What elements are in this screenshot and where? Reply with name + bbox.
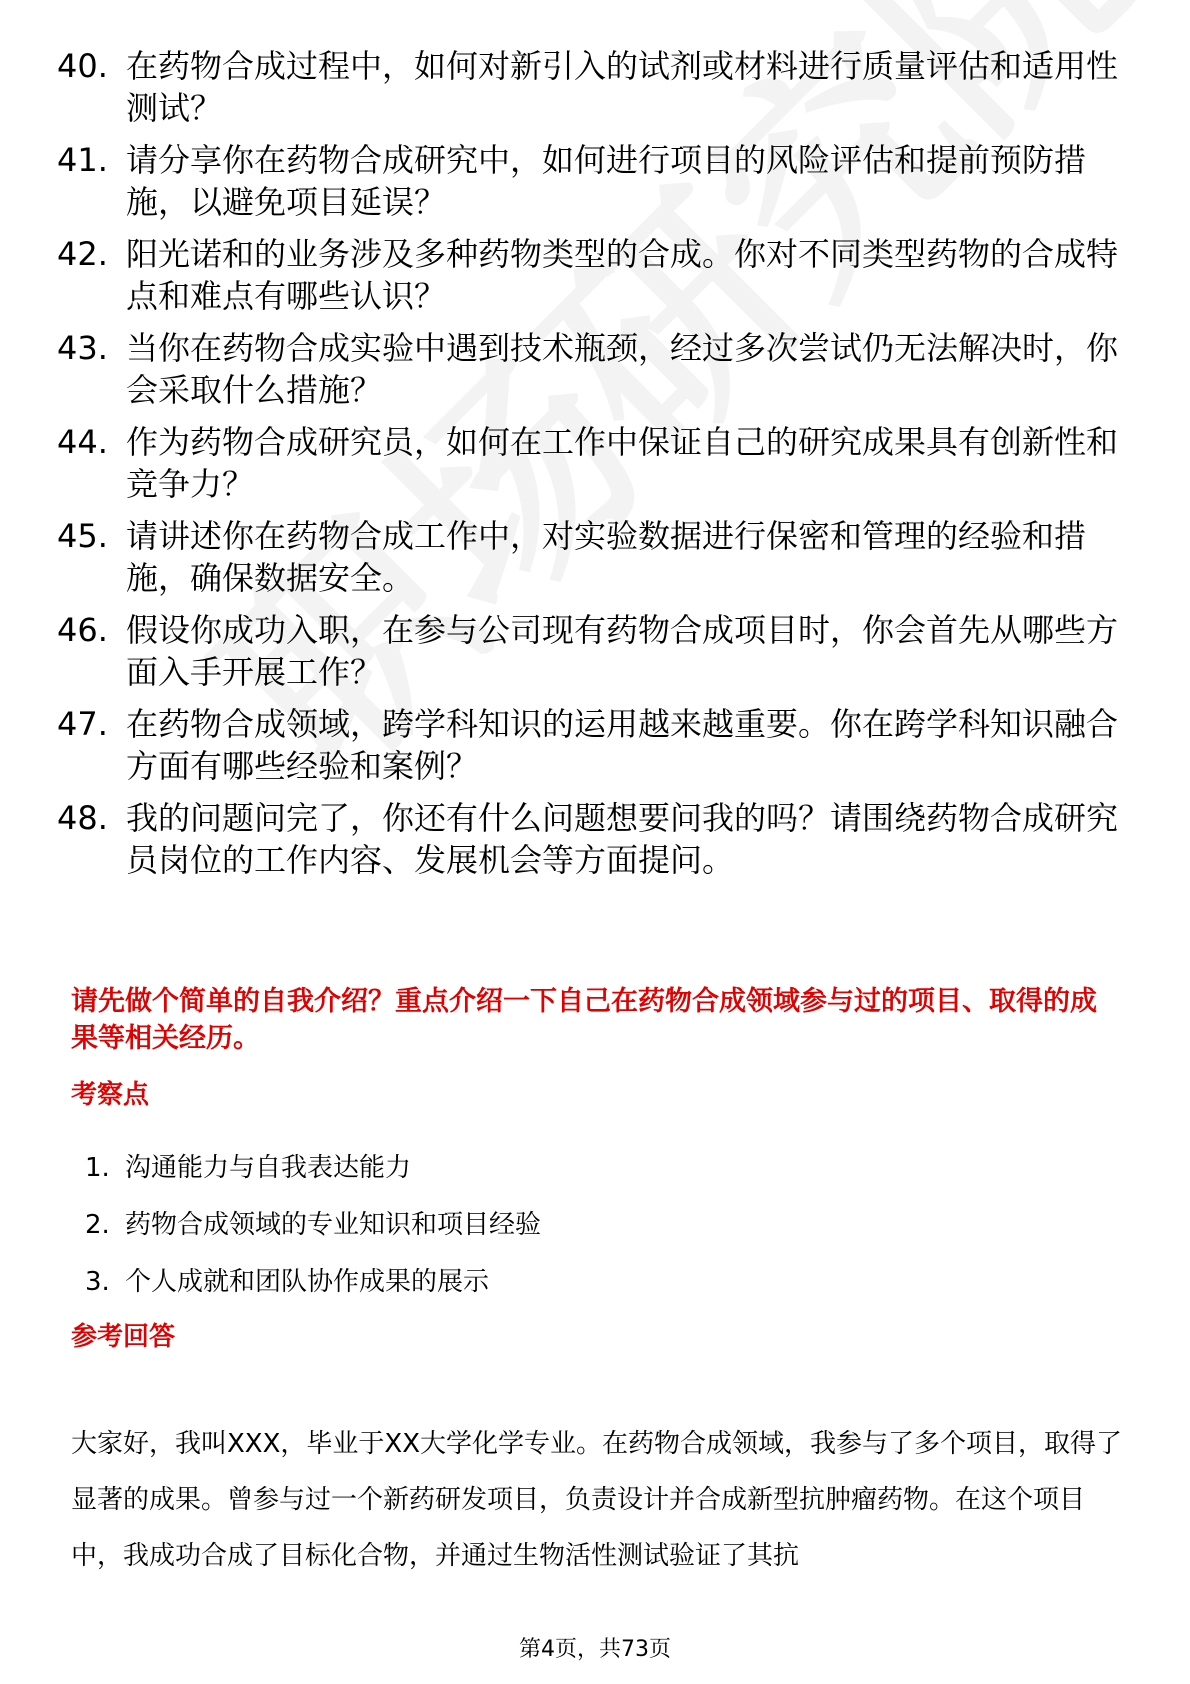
question-item xyxy=(57,233,1137,317)
question-number: 44. xyxy=(57,423,108,461)
assessment-list xyxy=(85,1150,541,1321)
question-text: 请分享你在药物合成研究中，如何进行项目的风险评估和提前预防措施，以避免项目延误？ xyxy=(126,141,1087,221)
assessment-text: 个人成就和团队协作成果的展示 xyxy=(125,1267,490,1297)
question-number: 42. xyxy=(57,235,108,273)
question-text: 在药物合成领域，跨学科知识的运用越来越重要。你在跨学科知识融合方面有哪些经验和案例？ xyxy=(126,705,1119,785)
question-text: 我的问题问完了，你还有什么问题想要问我的吗？请围绕药物合成研究员岗位的工作内容、发展机会等方面提问。 xyxy=(126,799,1119,879)
reference-heading: 参考回答 xyxy=(71,1322,176,1352)
question-text: 请讲述你在药物合成工作中，对实验数据进行保密和管理的经验和措施，确保数据安全。 xyxy=(126,517,1087,597)
assessment-item xyxy=(85,1264,541,1300)
highlight-question: 请先做个简单的自我介绍？重点介绍一下自己在药物合成领域参与过的项目、取得的成果等相关经历。 xyxy=(71,986,1097,1054)
question-item xyxy=(57,797,1137,881)
question-item xyxy=(57,139,1137,223)
question-item xyxy=(57,515,1137,599)
assessment-item xyxy=(85,1150,541,1186)
question-text: 阳光诺和的业务涉及多种药物类型的合成。你对不同类型药物的合成特点和难点有哪些认识？ xyxy=(126,235,1119,315)
question-number: 45. xyxy=(57,517,108,555)
question-text: 当你在药物合成实验中遇到技术瓶颈，经过多次尝试仍无法解决时，你会采取什么措施？ xyxy=(126,329,1119,409)
assessment-heading: 考察点 xyxy=(71,1080,150,1110)
question-item xyxy=(57,327,1137,411)
page-footer: 第4页，共73页 xyxy=(519,1637,671,1662)
question-number: 43. xyxy=(57,329,108,367)
question-list xyxy=(57,45,1137,891)
reference-answer: 大家好，我叫XXX，毕业于XX大学化学专业。在药物合成领域，我参与了多个项目，取得了显著的成果。曾参与过一个新药研发项目，负责设计并合成新型抗肿瘤药物。在这个项目中，我成功合成了目标化合物，并通过生物活性测试验证了其抗 xyxy=(71,1429,1123,1571)
assessment-number: 1. xyxy=(85,1153,110,1183)
question-text: 在药物合成过程中，如何对新引入的试剂或材料进行质量评估和适用性测试？ xyxy=(126,47,1119,127)
question-item xyxy=(57,45,1137,129)
question-text: 假设你成功入职，在参与公司现有药物合成项目时，你会首先从哪些方面入手开展工作？ xyxy=(126,611,1119,691)
question-item xyxy=(57,703,1137,787)
question-number: 47. xyxy=(57,705,108,743)
assessment-text: 沟通能力与自我表达能力 xyxy=(125,1153,412,1183)
question-item xyxy=(57,421,1137,505)
assessment-number: 3. xyxy=(85,1267,110,1297)
assessment-text: 药物合成领域的专业知识和项目经验 xyxy=(125,1210,542,1240)
assessment-item xyxy=(85,1207,541,1243)
question-item xyxy=(57,609,1137,693)
question-number: 48. xyxy=(57,799,108,837)
question-text: 作为药物合成研究员，如何在工作中保证自己的研究成果具有创新性和竞争力？ xyxy=(126,423,1119,503)
assessment-number: 2. xyxy=(85,1210,110,1240)
question-number: 40. xyxy=(57,47,108,85)
question-number: 46. xyxy=(57,611,108,649)
question-number: 41. xyxy=(57,141,108,179)
